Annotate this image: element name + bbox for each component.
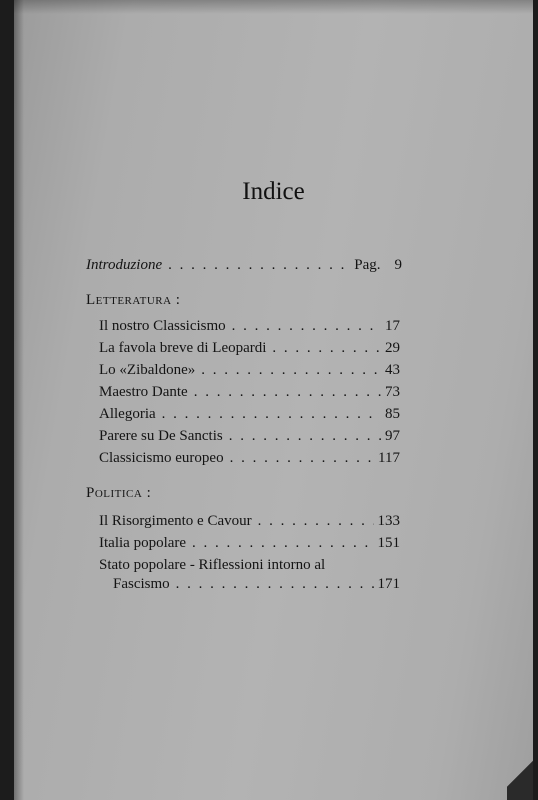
toc-entry-label: Allegoria: [99, 406, 156, 422]
table-of-contents: [14, 0, 533, 800]
toc-entry-label: Il nostro Classicismo: [99, 318, 226, 334]
toc-entry-label: Parere su De Sanctis: [99, 428, 223, 444]
toc-entry-label: La favola breve di Leopardi: [99, 340, 267, 356]
toc-entry-page: 171: [377, 576, 400, 592]
dot-leader: [229, 427, 381, 445]
toc-entry-page: 97: [385, 428, 400, 444]
toc-entry-page: 29: [385, 340, 400, 356]
dot-leader: [272, 339, 381, 357]
section-heading-letteratura: Letteratura :: [86, 292, 181, 308]
dot-leader: [194, 383, 381, 401]
toc-entry: [99, 512, 400, 530]
dot-leader: [230, 449, 374, 467]
toc-entry-label-continuation: Fascismo: [113, 576, 170, 592]
toc-entry: [99, 317, 400, 335]
toc-entry-page: 85: [385, 406, 400, 422]
toc-entry: [99, 449, 400, 467]
toc-entry: [99, 383, 400, 401]
toc-entry: [99, 405, 400, 423]
dot-leader: [258, 512, 374, 530]
section-heading-politica: Politica :: [86, 485, 152, 501]
toc-entry: [99, 427, 400, 445]
toc-entry: [99, 534, 400, 552]
dot-leader: [192, 534, 373, 552]
toc-entry-page: 73: [385, 384, 400, 400]
toc-entry-page: 9: [394, 257, 402, 273]
toc-entry-page: 151: [377, 535, 400, 551]
toc-entry-label: Classicismo europeo: [99, 450, 224, 466]
toc-entry-page: 133: [377, 513, 400, 529]
book-page: [14, 0, 533, 800]
toc-entry-label: Introduzione: [86, 257, 163, 273]
toc-entry-label: Lo «Zibaldone»: [99, 362, 196, 378]
toc-entry-introduzione: [86, 256, 402, 274]
dot-leader: [162, 405, 381, 423]
toc-entry-label: Italia popolare: [99, 535, 187, 551]
dot-leader: [201, 361, 381, 379]
pag-label: Pag.: [354, 257, 381, 273]
toc-entry-label: Stato popolare - Riflessioni intorno al: [99, 557, 326, 573]
toc-entry-label: Maestro Dante: [99, 384, 188, 400]
dot-leader: [176, 575, 374, 593]
toc-entry: [99, 339, 400, 357]
toc-entry: [113, 575, 400, 593]
toc-entry-label: Il Risorgimento e Cavour: [99, 513, 252, 529]
toc-entry-page: 17: [385, 318, 400, 334]
toc-entry-page: 43: [385, 362, 400, 378]
toc-entry-page: 117: [378, 450, 400, 466]
dot-leader: [232, 317, 381, 335]
page-title: Indice: [242, 178, 305, 205]
toc-entry: [99, 361, 400, 379]
dot-leader: [168, 256, 350, 274]
